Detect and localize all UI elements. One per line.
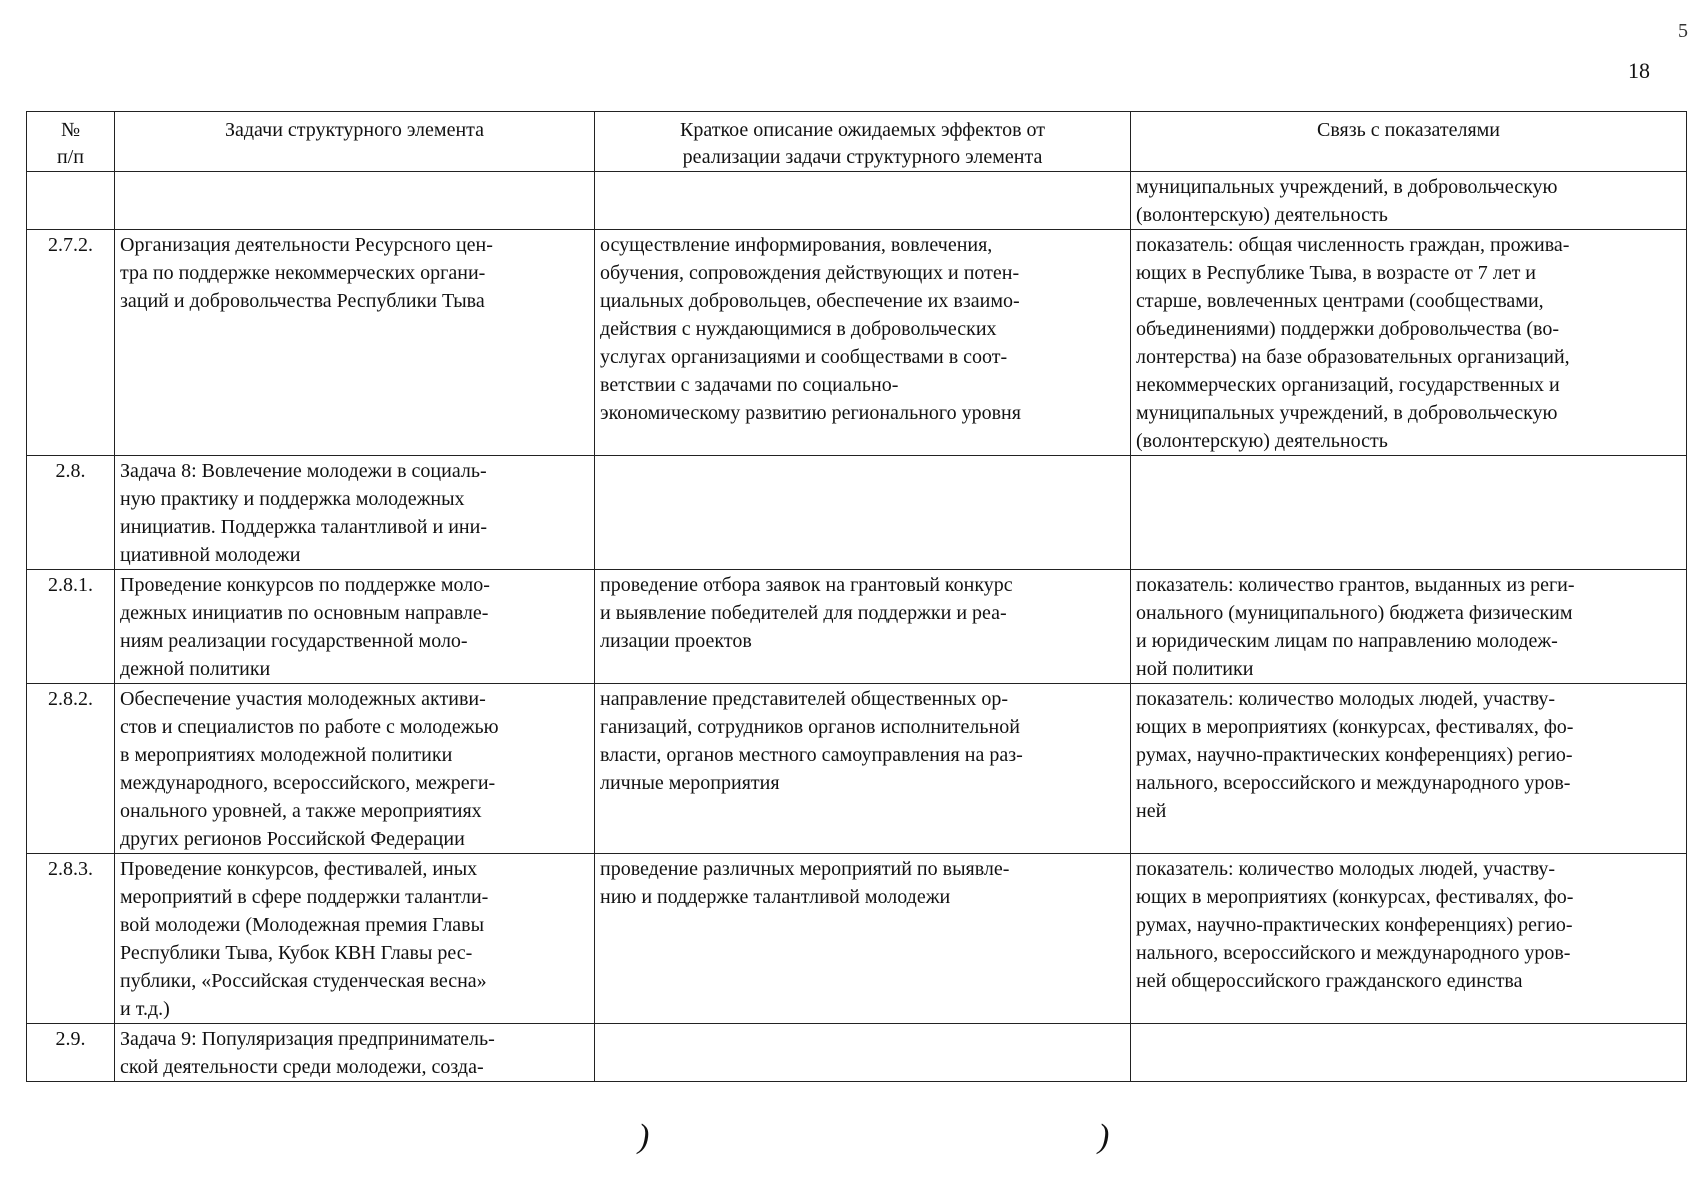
row-task: Задача 9: Популяризация предприниматель- ской деятельности среди молодежи, созда- [115,1024,595,1082]
row-indicators: показатель: количество молодых людей, участву- ющих в мероприятиях (конкурсах, фестивалях, фо- румах, научно-практических конференциях) регио- нального, всероссийского и международного уров- ней общероссийского гражданского единства [1131,854,1687,1024]
margin-mark-right: ) [1098,1118,1110,1155]
row-task: Задача 8: Вовлечение молодежи в социаль- ную практику и поддержка молодежных инициатив. Поддержка талантливой и ини- циативной молодежи [115,456,595,570]
table-row [27,230,1687,456]
row-task: Проведение конкурсов, фестивалей, иных мероприятий в сфере поддержки талантли- вой молодежи (Молодежная премия Главы Республики Тыва, Кубок КВН Главы рес- публики, «Российская студенческая весна» и т.д.) [115,854,595,1024]
row-indicators: показатель: количество молодых людей, участву- ющих в мероприятиях (конкурсах, фестивалях, фо- румах, научно-практических конференциях) регио- нального, всероссийского и международного уров- ней [1131,684,1687,854]
row-effects: осуществление информирования, вовлечения, обучения, сопровождения действующих и потен- циальных добровольцев, обеспечение их взаимо- действия с нуждающимися в добровольческих услугах организациями и сообществами в соот- ветствии с задачами по социально- экономическому развитию регионального уровня [595,230,1131,456]
header-task: Задачи структурного элемента [115,112,595,172]
header-indicators: Связь с показателями [1131,112,1687,172]
program-tasks-table [26,111,1687,1082]
table-row [27,684,1687,854]
row-indicators [1131,1024,1687,1082]
margin-mark-left: ) [638,1118,650,1155]
row-num: 2.8.2. [27,684,115,854]
table-row [27,570,1687,684]
row-indicators: муниципальных учреждений, в добровольческую (волонтерскую) деятельность [1131,172,1687,230]
row-effects [595,1024,1131,1082]
table-row [27,1024,1687,1082]
row-indicators: показатель: общая численность граждан, прожива- ющих в Республике Тыва, в возрасте от 7 лет и старше, вовлеченных центрами (сообществами, объединениями) поддержки добровольчества (во- лонтерства) на базе образовательных организаций, некоммерческих организаций, государственных и муниципальных учреждений, в добровольческую (волонтерскую) деятельность [1131,230,1687,456]
row-num: 2.8. [27,456,115,570]
row-num: 2.7.2. [27,230,115,456]
row-indicators: показатель: количество грантов, выданных из реги- онального (муниципального) бюджета физическим и юридическим лицам по направлению молодеж- ной политики [1131,570,1687,684]
row-num [27,172,115,230]
table-row [27,172,1687,230]
row-num: 2.8.1. [27,570,115,684]
row-indicators [1131,456,1687,570]
row-task [115,172,595,230]
row-effects [595,172,1131,230]
table-row [27,854,1687,1024]
row-effects: проведение отбора заявок на грантовый конкурс и выявление победителей для поддержки и реа- лизации проектов [595,570,1131,684]
table-row [27,456,1687,570]
table-header-row [27,112,1687,172]
row-num: 2.9. [27,1024,115,1082]
row-task: Организация деятельности Ресурсного цен- тра по поддержке некоммерческих органи- заций и добровольчества Республики Тыва [115,230,595,456]
row-task: Проведение конкурсов по поддержке моло- дежных инициатив по основным направле- ниям реализации государственной моло- дежной политики [115,570,595,684]
page-number: 18 [1628,58,1650,83]
corner-mark: 5 [1678,20,1688,42]
header-num: № п/п [27,112,115,172]
row-task: Обеспечение участия молодежных активи- стов и специалистов по работе с молодежью в мероприятиях молодежной политики международного, всероссийского, межреги- онального уровней, а также мероприятиях других регионов Российской Федерации [115,684,595,854]
row-effects [595,456,1131,570]
row-effects: проведение различных мероприятий по выявле- нию и поддержке талантливой молодежи [595,854,1131,1024]
row-num: 2.8.3. [27,854,115,1024]
header-effects: Краткое описание ожидаемых эффектов от реализации задачи структурного элемента [595,112,1131,172]
row-effects: направление представителей общественных ор- ганизаций, сотрудников органов исполнительной власти, органов местного самоуправления на раз- личные мероприятия [595,684,1131,854]
